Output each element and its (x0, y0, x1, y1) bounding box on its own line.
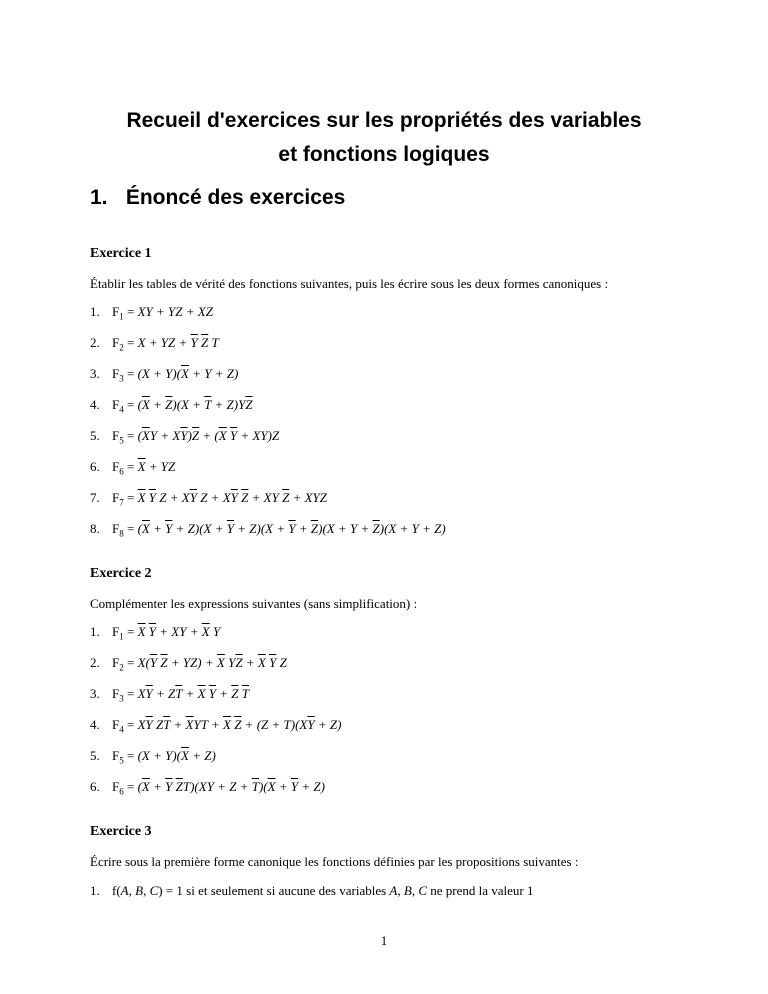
exercise-2-instructions: Complémenter les expressions suivantes (sans simplification) : (90, 596, 418, 611)
exercise-1-item-3: 3. $F_3 = (X + Y)(\overline{X} + Y + Z)$ (90, 366, 239, 384)
exercise-1-item-2: 2. $F_2 = X$ + YZ + $\overline{Y}$ $\overline{Z}$ T (90, 335, 219, 353)
section-heading (90, 186, 345, 210)
exercise-1-item-6: 6. $F_6 = \overline{X}$ + YZ (90, 459, 176, 477)
exercise-1-heading: Exercice 1 (90, 246, 152, 261)
exercise-3-heading: Exercice 3 (90, 824, 152, 839)
exercise-2-item-2: 2. $F_2 = X(\overline{Y}$ $\overline{Z} + YZ) + \overline{X}$ $Y\overline{Z} + \overline{X}$ $\overline{Y}$ Z (90, 655, 287, 673)
document-title-text: Recueil d'exercices sur les propriétés des variables et fonctions logiques (126, 109, 642, 166)
exercise-2-item-6: 6. $F_6 = (\overline{X} + \overline{Y}$ $\overline{Z}T)(XY + Z + \overline{T})(\overline{X} + \overline{Y} + Z)$ (90, 779, 325, 797)
exercise-1-instructions: Établir les tables de vérité des fonctions suivantes, puis les écrire sous les deux formes canoniques : (90, 276, 609, 291)
section-title: Énoncé des exercices (125, 186, 346, 209)
exercise-2-item-3: 3. $F_3 = X\overline{Y} + Z\overline{T} + \overline{X}$ $\overline{Y} + \overline{Z}$ $\overline{T}$ (90, 686, 249, 704)
exercise-2-item-1: 1. $F_1 = \overline{X}$ $\overline{Y}$ + XY + $\overline{X}$ Y (90, 624, 221, 642)
exercise-1-item-8: 8. $F_8 = (\overline{X} + \overline{Y} + Z)(X + \overline{Y} + Z)(X + \overline{Y} + \overline{Z})(X + Y + \overline{Z})(X + Y + Z)$ (90, 521, 446, 539)
exercise-3-instructions: Écrire sous la première forme canonique les fonctions définies par les propositions suivantes : (90, 854, 579, 869)
exercise-3-item-1: 1. f(A, B, C) = 1 si et seulement si aucune des variables A, B, C ne prend la valeur 1 (90, 883, 534, 898)
exercise-1-item-7: 7. $F_7 = \overline{X}$ $\overline{Y}$ $Z + X\overline{Y}$ $Z + X\overline{Y}$ $\overline{Z}$ + XY $\overline{Z}$ + XYZ (90, 490, 327, 508)
exercise-1-item-1: 1. $F_1$ = XY + YZ + XZ (90, 304, 213, 322)
exercise-1-item-4: 4. $F_4 = (\overline{X} + \overline{Z})(X + \overline{T} + Z)Y\overline{Z}$ (90, 397, 253, 415)
page-number: 1 (380, 933, 388, 948)
document-title (0, 104, 768, 172)
exercise-2-item-5: 5. $F_5 = (X + Y)(\overline{X} + Z)$ (90, 748, 216, 766)
exercise-2-heading: Exercice 2 (90, 566, 152, 581)
section-number: 1. (90, 186, 108, 209)
exercise-1-item-5: 5. $F_5 = (\overline{X}Y + X\overline{Y})\overline{Z} + (\overline{X}$ $\overline{Y} + XY)Z$ (90, 428, 280, 446)
exercise-2-item-4: 4. $F_4 = X\overline{Y}$ $Z\overline{T} + \overline{X}YT + \overline{X}$ $\overline{Z} + (Z + T)(X\overline{Y} + Z)$ (90, 717, 342, 735)
